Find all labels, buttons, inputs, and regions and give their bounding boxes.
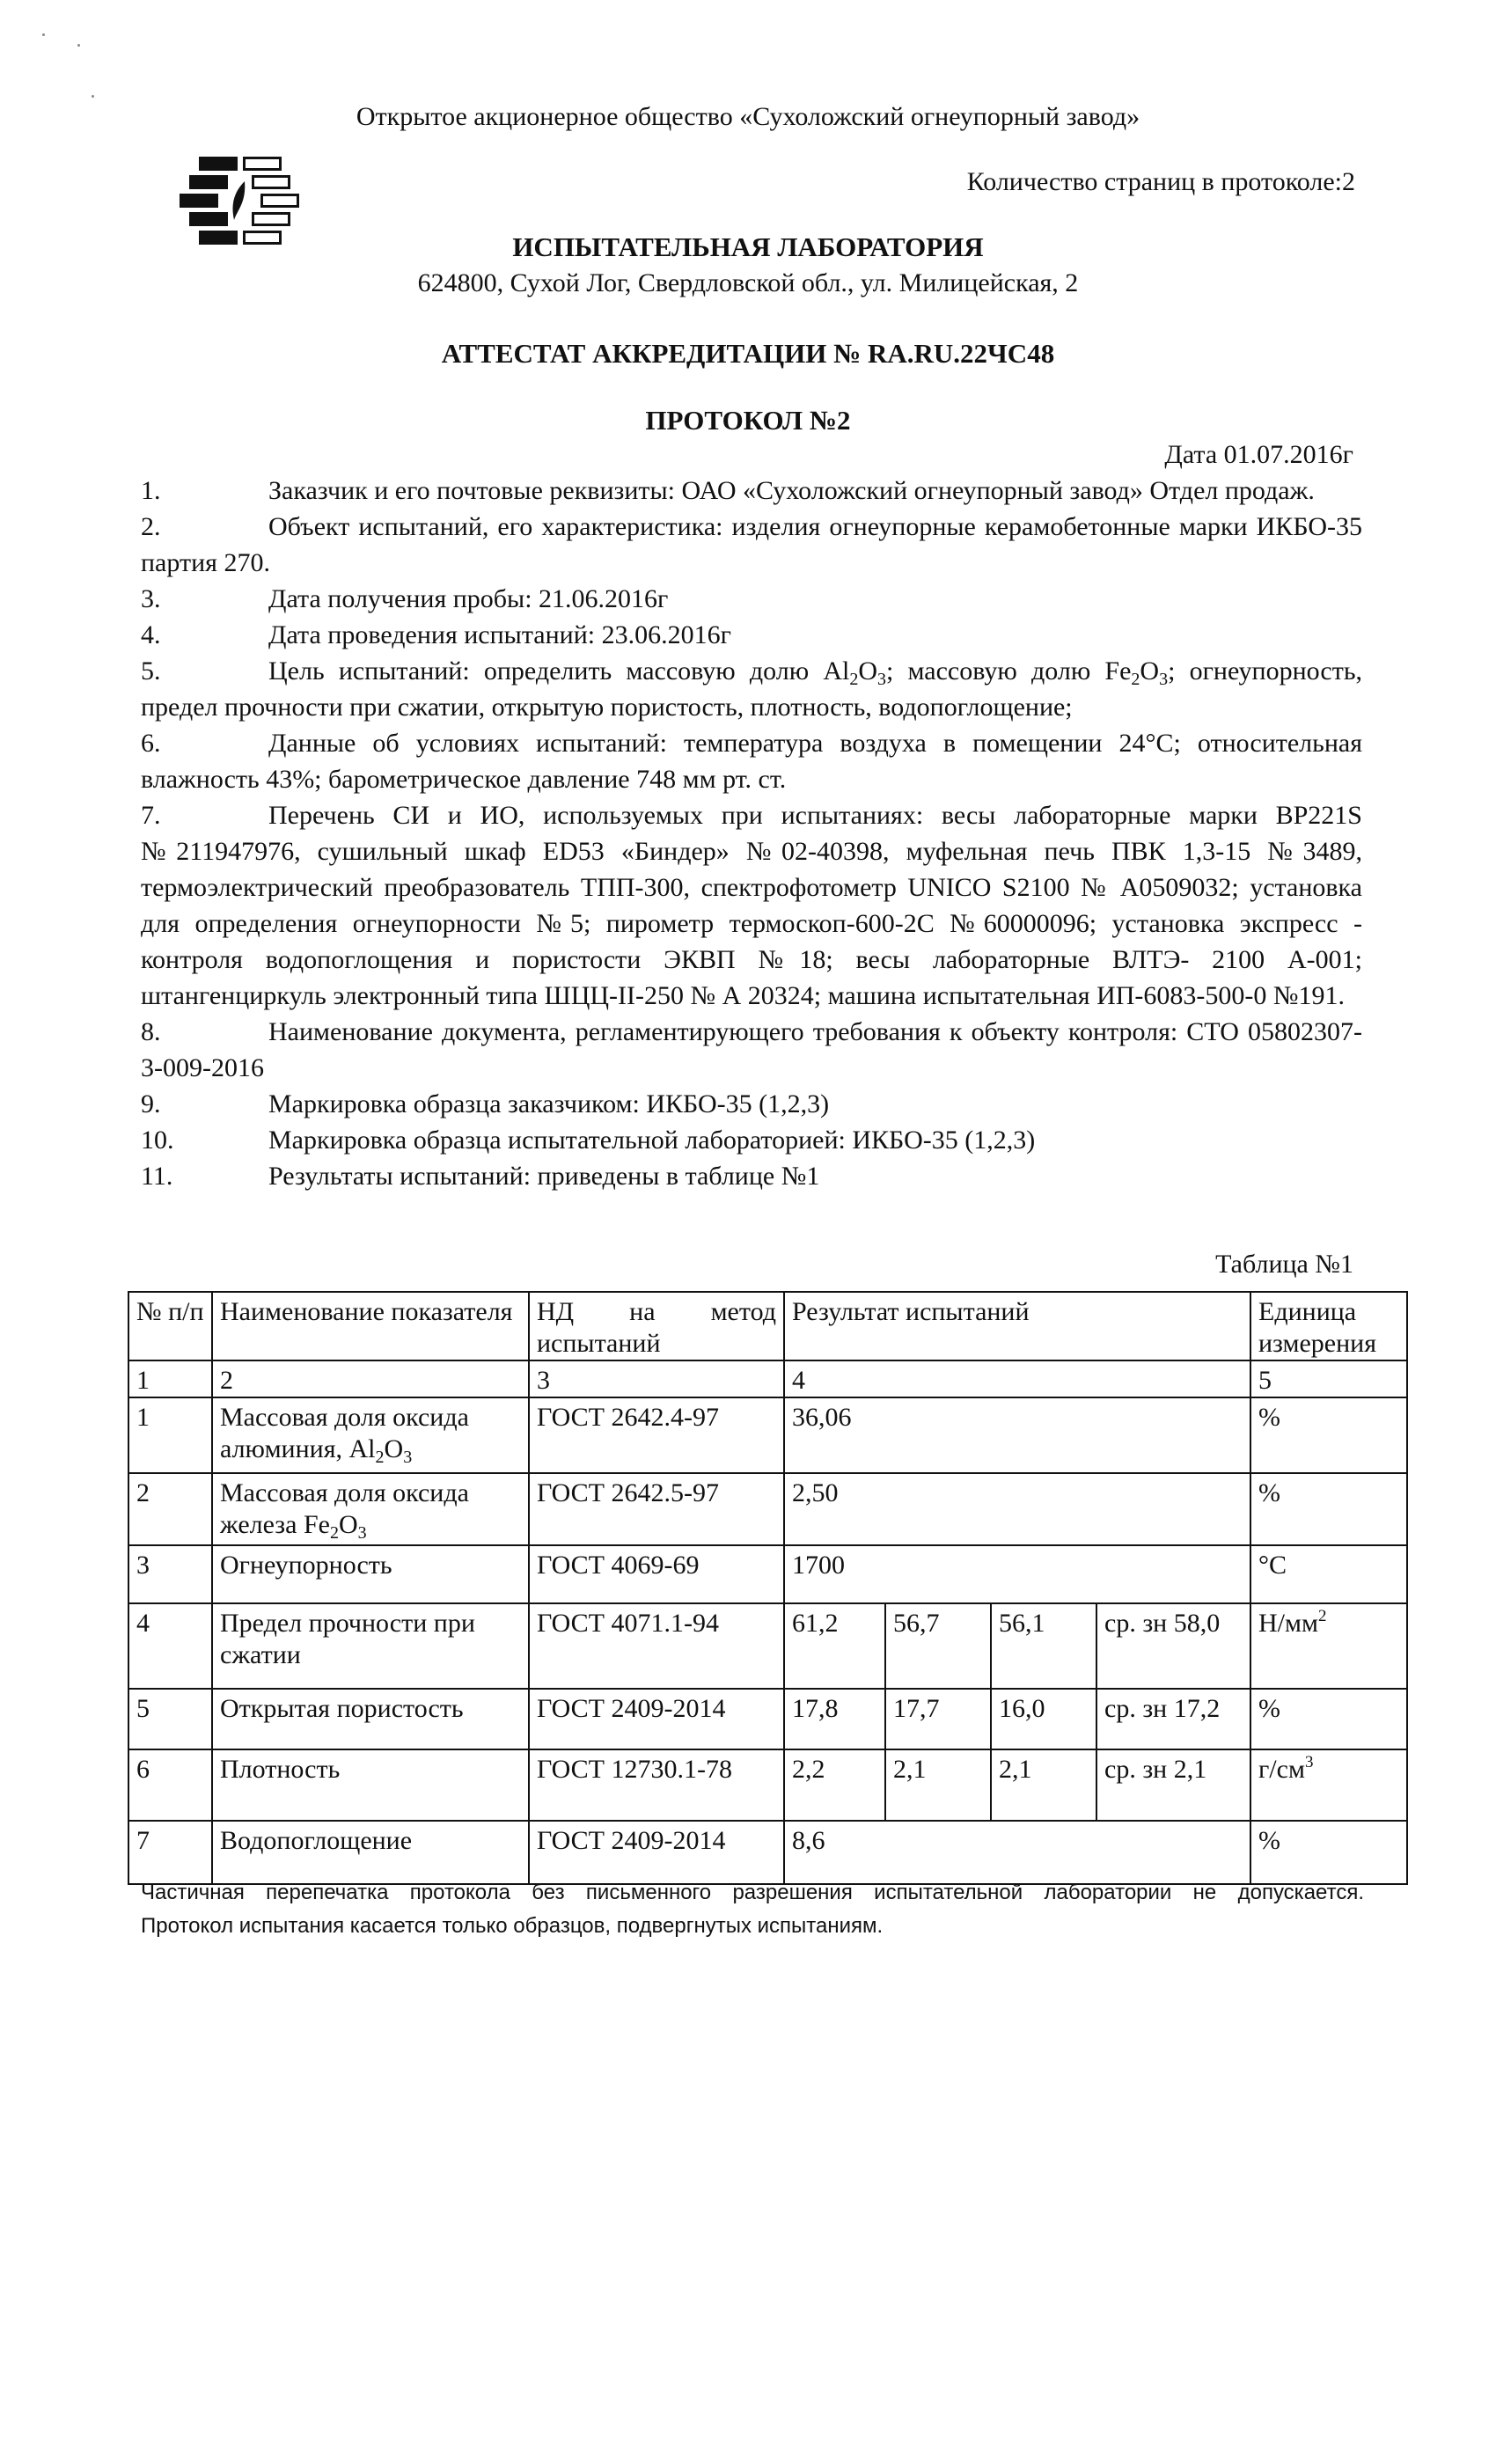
item-text: Цель испытаний: определить массовую долю $Al_2O_3$; массовую долю $Fe_2O_3$; огнеупорность, предел прочности при сжатии, открытую пористость, плотность, водопоглощение; — [141, 656, 1363, 722]
header-unit: Единица измерения — [1250, 1292, 1407, 1360]
row-method: ГОСТ 4069-69 — [529, 1545, 784, 1603]
row-result-sample-3: 16,0 — [991, 1689, 1096, 1749]
row-name: Открытая пористость — [212, 1689, 529, 1749]
accreditation-number: АТТЕСТАТ АККРЕДИТАЦИИ № RA.RU.22ЧС48 — [441, 338, 1055, 369]
header-num: № п/п — [128, 1292, 212, 1360]
company-name: Открытое акционерное общество «Сухоложский огнеупорный завод» — [356, 102, 1140, 131]
footer-line-1: Частичная перепечатка протокола без письменного разрешения испытательной лаборатории не допускается. — [141, 1881, 1364, 1904]
protocol-title: ПРОТОКОЛ №2 — [645, 405, 851, 436]
table-row — [128, 1545, 1407, 1603]
list-item — [141, 1158, 1362, 1194]
list-item — [141, 1014, 1362, 1086]
list-item — [141, 1086, 1362, 1122]
item-number: 6. — [141, 729, 161, 758]
item-number: 2. — [141, 512, 161, 541]
item-text: Маркировка образца заказчиком: ИКБО-35 (1,2,3) — [268, 1089, 830, 1118]
item-number: 9. — [141, 1089, 161, 1118]
table-caption: Таблица №1 — [1215, 1250, 1353, 1279]
list-item — [141, 797, 1362, 1014]
flame-icon — [229, 180, 252, 222]
row-result-sample-1: 17,8 — [784, 1689, 885, 1749]
row-name: Предел прочности при сжатии — [212, 1603, 529, 1689]
row-num: 5 — [128, 1689, 212, 1749]
item-number: 1. — [141, 476, 161, 505]
row-name: Огнеупорность — [212, 1545, 529, 1603]
page-count: Количество страниц в протоколе:2 — [966, 167, 1355, 196]
header-name: Наименование показателя — [212, 1292, 529, 1360]
list-item — [141, 653, 1362, 725]
row-unit: $Н/мм^2$ — [1250, 1603, 1407, 1689]
row-unit: % — [1250, 1397, 1407, 1473]
row-result-sample-3: 2,1 — [991, 1749, 1096, 1821]
footer-line-2: Протокол испытания касается только образцов, подвергнутых испытаниям. — [141, 1914, 884, 1938]
item-number: 11. — [141, 1162, 173, 1191]
table-row — [128, 1473, 1407, 1545]
footer-disclaimer — [141, 1876, 1364, 1943]
index-cell: 1 — [128, 1360, 212, 1397]
table-row — [128, 1603, 1407, 1689]
lab-title: ИСПЫТАТЕЛЬНАЯ ЛАБОРАТОРИЯ — [512, 231, 984, 262]
row-result-sample-1: 2,2 — [784, 1749, 885, 1821]
item-text: Дата получения пробы: 21.06.2016г — [268, 584, 669, 613]
item-number: 5. — [141, 656, 161, 686]
row-result-sample-2: 2,1 — [885, 1749, 991, 1821]
row-num: 6 — [128, 1749, 212, 1821]
index-cell: 2 — [212, 1360, 529, 1397]
item-text: Маркировка образца испытательной лабораторией: ИКБО-35 (1,2,3) — [268, 1126, 1036, 1155]
item-text: Перечень СИ и ИО, используемых при испытаниях: весы лабораторные марки BP221S №211947976, сушильный шкаф ED53 «Биндер» №02-40398, муфельная печь ПВК 1,3-15 №3489, термоэлектрический преобразователь ТПП-300, спектрофотометр UNICO S2100 № A0509032; установка для определения огнеупорности №5; пирометр термоскоп-600-2С №60000096; установка экспресс - контроля водопоглощения и пористости ЭКВП №18; весы лабораторные ВЛТЭ- 2100 А-001; штангенциркуль электронный типа ШЦЦ-II-250 № А 20324; машина испытательная ИП-6083-500-0 №191. — [141, 801, 1362, 1010]
index-cell: 3 — [529, 1360, 784, 1397]
index-cell: 4 — [784, 1360, 1250, 1397]
table-header-row — [128, 1292, 1407, 1360]
item-text: Заказчик и его почтовые реквизиты: ОАО «Сухоложский огнеупорный завод» Отдел продаж. — [268, 476, 1315, 505]
scan-speck — [77, 44, 80, 47]
row-unit: $г/см^3$ — [1250, 1749, 1407, 1821]
list-item — [141, 473, 1362, 509]
lab-address: 624800, Сухой Лог, Свердловской обл., ул. Милицейская, 2 — [417, 268, 1079, 297]
row-name: Массовая доля оксида железа $Fe_2O_3$ — [212, 1473, 529, 1545]
row-result-sample-2: 17,7 — [885, 1689, 991, 1749]
scan-speck — [42, 33, 45, 36]
scan-speck — [92, 95, 94, 98]
row-name: Водопоглощение — [212, 1821, 529, 1884]
header-result: Результат испытаний — [784, 1292, 1250, 1360]
row-method: ГОСТ 2409-2014 — [529, 1821, 784, 1884]
header-method: НД на метод испытаний — [529, 1292, 784, 1360]
item-text: Результаты испытаний: приведены в таблице №1 — [268, 1162, 820, 1191]
table-row — [128, 1821, 1407, 1884]
row-method: ГОСТ 2642.4-97 — [529, 1397, 784, 1473]
table-row — [128, 1689, 1407, 1749]
row-method: ГОСТ 4071.1-94 — [529, 1603, 784, 1689]
row-result: 8,6 — [784, 1821, 1250, 1884]
row-num: 7 — [128, 1821, 212, 1884]
protocol-items-list — [141, 473, 1362, 1194]
item-text: Объект испытаний, его характеристика: изделия огнеупорные керамобетонные марки ИКБО-35 партия 270. — [141, 512, 1362, 577]
row-num: 2 — [128, 1473, 212, 1545]
row-result: 2,50 — [784, 1473, 1250, 1545]
item-number: 7. — [141, 801, 161, 830]
row-unit: % — [1250, 1689, 1407, 1749]
row-method: ГОСТ 2642.5-97 — [529, 1473, 784, 1545]
item-number: 10. — [141, 1126, 174, 1155]
row-result-average: ср. зн 58,0 — [1096, 1603, 1250, 1689]
row-num: 1 — [128, 1397, 212, 1473]
list-item — [141, 581, 1362, 617]
row-result-average: ср. зн 2,1 — [1096, 1749, 1250, 1821]
list-item — [141, 617, 1362, 653]
item-text: Дата проведения испытаний: 23.06.2016г — [268, 620, 731, 649]
row-result: 1700 — [784, 1545, 1250, 1603]
table-index-row — [128, 1360, 1407, 1397]
item-number: 8. — [141, 1017, 161, 1046]
protocol-date: Дата 01.07.2016г — [1164, 440, 1353, 469]
list-item — [141, 725, 1362, 797]
row-unit: °С — [1250, 1545, 1407, 1603]
list-item — [141, 1122, 1362, 1158]
item-text: Наименование документа, регламентирующего требования к объекту контроля: СТО 05802307-3-009-2016 — [141, 1017, 1362, 1082]
item-number: 3. — [141, 584, 161, 613]
row-result-sample-1: 61,2 — [784, 1603, 885, 1689]
row-num: 3 — [128, 1545, 212, 1603]
row-num: 4 — [128, 1603, 212, 1689]
row-result: 36,06 — [784, 1397, 1250, 1473]
item-text: Данные об условиях испытаний: температура воздуха в помещении 24°С; относительная влажность 43%; барометрическое давление 748 мм рт. ст. — [141, 729, 1362, 794]
row-method: ГОСТ 12730.1-78 — [529, 1749, 784, 1821]
row-name: Плотность — [212, 1749, 529, 1821]
list-item — [141, 509, 1362, 581]
table-row — [128, 1749, 1407, 1821]
index-cell: 5 — [1250, 1360, 1407, 1397]
row-name: Массовая доля оксида алюминия, $Al_2O_3$ — [212, 1397, 529, 1473]
table-row — [128, 1397, 1407, 1473]
row-unit: % — [1250, 1821, 1407, 1884]
row-method: ГОСТ 2409-2014 — [529, 1689, 784, 1749]
row-result-sample-2: 56,7 — [885, 1603, 991, 1689]
results-table — [128, 1291, 1408, 1885]
row-result-average: ср. зн 17,2 — [1096, 1689, 1250, 1749]
row-unit: % — [1250, 1473, 1407, 1545]
row-result-sample-3: 56,1 — [991, 1603, 1096, 1689]
item-number: 4. — [141, 620, 161, 649]
